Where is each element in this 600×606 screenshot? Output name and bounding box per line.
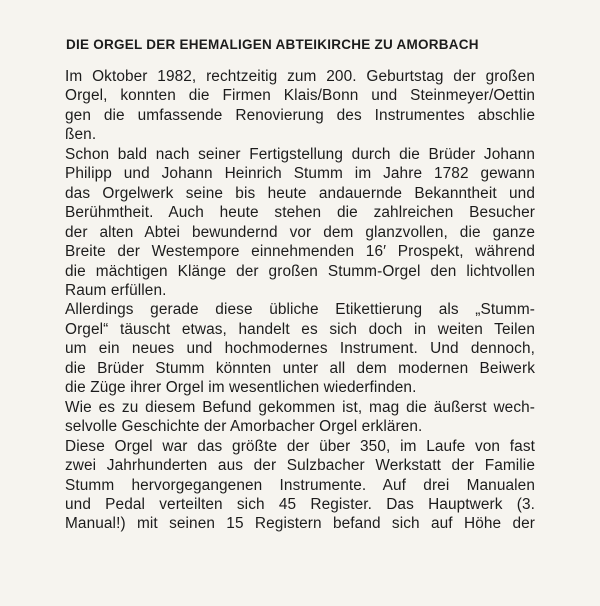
text-line: die Züge ihrer Orgel im wesentlichen wiederfinden.	[65, 379, 417, 397]
text-line: um ein neues und hochmodernes Instrument. Und dennoch,	[65, 340, 535, 358]
text-line: Schon bald nach seiner Fertigstellung durch die Brüder Johann	[65, 145, 535, 163]
text-line: die mächtigen Klänge der großen Stumm-Orgel den lichtvollen	[65, 262, 535, 280]
text-line: Wie es zu diesem Befund gekommen ist, mag die äußerst wech-	[65, 398, 535, 416]
text-line: Raum erfüllen.	[65, 281, 167, 299]
text-line: zwei Jahrhunderten aus der Sulzbacher Werkstatt der Familie	[65, 457, 535, 475]
document-title: DIE ORGEL DER EHEMALIGEN ABTEIKIRCHE ZU AMORBACH	[66, 37, 479, 52]
text-line: Im Oktober 1982, rechtzeitig zum 200. Geburtstag der großen	[65, 68, 535, 85]
text-line: Orgel“ täuscht etwas, handelt es sich doch in weiten Teilen	[65, 320, 535, 338]
text-line: Philipp und Johann Heinrich Stumm im Jahre 1782 gewann	[65, 165, 535, 183]
text-line: ßen.	[65, 126, 97, 144]
text-line: der alten Abtei bewundernd vor dem glanzvollen, die ganze	[65, 223, 535, 241]
text-line: und Pedal verteilten sich 45 Register. Das Hauptwerk (3.	[65, 495, 535, 513]
body-text	[65, 67, 535, 534]
text-line: gen die umfassende Renovierung des Instrumentes abschlie	[65, 106, 535, 124]
text-line: Breite der Westempore einnehmenden 16′ Prospekt, während	[65, 243, 535, 261]
text-line: die Brüder Stumm könnten unter all dem modernen Beiwerk	[65, 359, 535, 377]
text-line: Stumm hervorgegangenen Instrumente. Auf drei Manualen	[65, 476, 535, 494]
text-line: selvolle Geschichte der Amorbacher Orgel erklären.	[65, 418, 423, 436]
text-line: Diese Orgel war das größte der über 350, im Laufe von fast	[65, 437, 535, 455]
text-line: Manual!) mit seinen 15 Registern befand sich auf Höhe der	[65, 515, 535, 533]
text-line: Berühmtheit. Auch heute stehen die zahlreichen Besucher	[65, 204, 535, 222]
text-line: das Orgelwerk seine bis heute andauernde Bekanntheit und	[65, 184, 535, 202]
text-line: Orgel, konnten die Firmen Klais/Bonn und Steinmeyer/Oettin	[65, 87, 535, 105]
text-line: Allerdings gerade diese übliche Etikettierung als „Stumm-	[65, 301, 535, 319]
